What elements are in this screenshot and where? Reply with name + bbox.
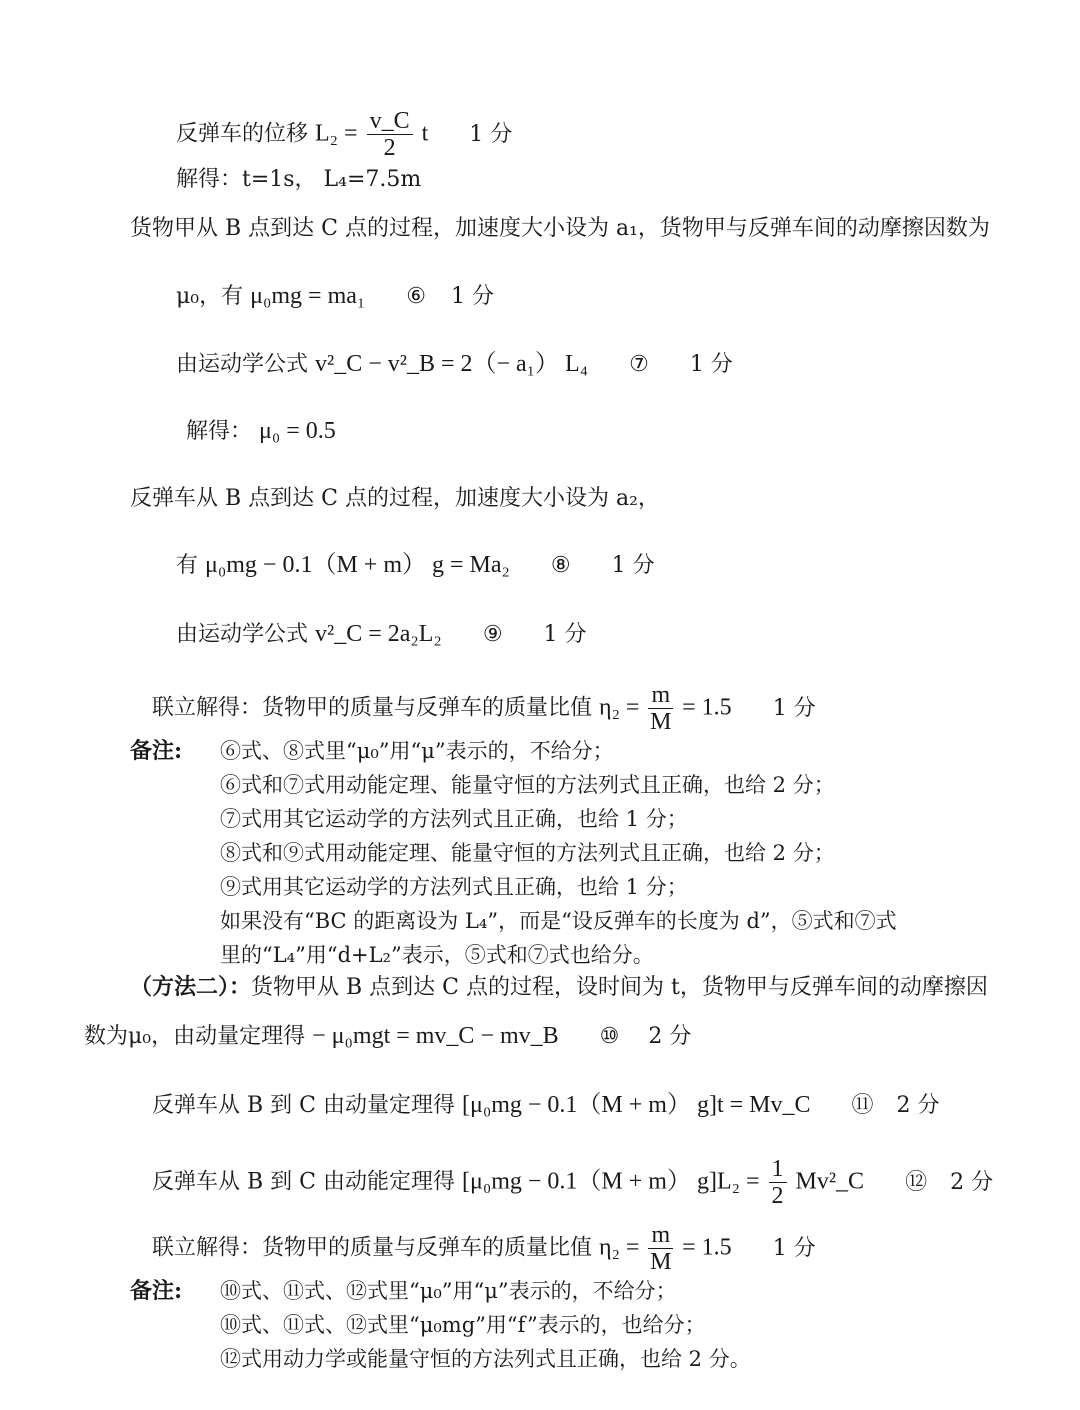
equation-marker: ⑨ [482,622,503,647]
equation-rhs: = 1.5 [682,694,732,721]
line-displacement [176,108,512,161]
equation-lhs: L₂ = [315,120,358,147]
fraction [769,1156,787,1209]
note-label: 备注: [130,1278,183,1304]
equation-marker: ⑦ [629,352,649,377]
equation: − μ₀mgt = mv_C − mv_B [312,1023,559,1049]
line-eq12 [152,1156,993,1209]
note-item: ⑩式、⑪式、⑫式里“μ₀”用“μ”表示的，不给分； [220,1279,677,1303]
line-eq6 [176,281,494,312]
line-text: 联立解得：货物甲的质量与反弹车的质量比值 [152,1235,593,1261]
line-text: 反弹车从 B 到 C 由动量定理得 [152,1093,455,1118]
line-text: 解得： [186,419,253,444]
score-label: 1 分 [469,121,513,147]
note-item: 里的“L₄”用“d+L₂”表示，⑤式和⑦式也给分。 [220,943,654,967]
equation: μ₀mg − 0.1（M + m） g = Ma₂ [205,552,510,578]
fraction-denominator: 2 [771,1183,784,1209]
line-eq8 [176,550,655,581]
equation-lhs: η₂ = [599,1234,640,1261]
note-item: ⑩式、⑪式、⑫式里“μ₀mg”用“f”表示的，也给分； [220,1313,706,1337]
equation: [μ₀mg − 0.1（M + m） g]t = Mv_C [461,1092,811,1118]
score-label: 2 分 [896,1093,940,1118]
equation: μ₀ = 0.5 [259,418,336,444]
equation: v²_C − v²_B = 2（− a₁） L₄ [315,351,589,377]
line-eq7 [176,349,733,380]
fraction-numerator: 1 [769,1156,787,1183]
line-process-a1: 货物甲从 B 点到达 C 点的过程，加速度大小设为 a₁，货物甲与反弹车间的动摩擦因数为 [130,216,990,241]
note-label: 备注: [130,738,183,764]
line-text: 有 [176,553,199,578]
score-label: 1 分 [450,284,494,309]
line-solution-time: 解得：t=1s， L₄=7.5m [176,167,422,192]
equation: [μ₀mg − 0.1（M + m） g]L₂ = [461,1168,760,1195]
note-item: 如果没有“BC 的距离设为 L₄”，而是“设反弹车的长度为 d”，⑤式和⑦式 [220,909,897,933]
equation-variable: t [421,120,429,147]
line-solution-mu0 [186,416,336,447]
score-label: 1 分 [543,622,587,647]
note-item: ⑥式、⑧式里“μ₀”用“μ”表示的，不给分； [220,739,614,763]
line-text: 联立解得：货物甲的质量与反弹车的质量比值 [152,695,593,721]
equation-marker: ⑫ [905,1169,928,1195]
line-text: 货物甲从 B 点到达 C 点的过程，设时间为 t，货物甲与反弹车间的动摩擦因 [251,975,988,1000]
note-item: ⑫式用动力学或能量守恒的方法列式且正确，也给 2 分。 [220,1347,751,1371]
fraction [367,108,413,161]
fraction-numerator: m [648,1222,673,1249]
line-text: 数为μ₀，由动量定理得 [84,1024,306,1049]
note-item: ⑥式和⑦式用动能定理、能量守恒的方法列式且正确，也给 2 分； [220,773,835,797]
score-label: 2 分 [648,1024,692,1049]
equation-lhs: η₂ = [599,694,640,721]
score-label: 1 分 [611,553,655,578]
note-item: ⑨式用其它运动学的方法列式且正确，也给 1 分； [220,875,688,899]
note-item: ⑦式用其它运动学的方法列式且正确，也给 1 分； [220,807,688,831]
score-label: 1 分 [772,1235,816,1261]
note-item: ⑧式和⑨式用动能定理、能量守恒的方法列式且正确，也给 2 分； [220,841,835,865]
line-mass-ratio-2 [152,1222,816,1275]
line-text: 反弹车的位移 [176,121,309,147]
line-text: 反弹车从 B 到 C 由动能定理得 [152,1169,455,1195]
equation-marker: ⑥ [406,284,426,309]
line-text: 由运动学公式 [176,622,309,647]
fraction [648,1222,673,1275]
fraction-denominator: M [650,1249,672,1275]
equation-marker: ⑧ [550,553,571,578]
equation-tail: Mv²_C [795,1168,865,1195]
score-label: 1 分 [772,695,816,721]
fraction [648,682,673,735]
line-method-two [130,972,988,1003]
line-mass-ratio [152,682,816,735]
method-label: （方法二）： [130,974,252,1000]
score-label: 1 分 [689,352,733,377]
fraction-denominator: 2 [383,135,396,161]
line-text: 由运动学公式 [176,352,309,377]
score-label: 2 分 [950,1169,994,1195]
equation-marker: ⑪ [851,1093,874,1118]
fraction-numerator: m [648,682,673,709]
line-process-a2: 反弹车从 B 点到达 C 点的过程，加速度大小设为 a₂， [130,486,660,511]
fraction-denominator: M [650,709,672,735]
equation-marker: ⑩ [599,1024,620,1049]
line-eq11 [152,1090,940,1121]
fraction-numerator: v_C [367,108,413,135]
line-text: μ₀，有 [176,284,244,309]
equation-rhs: = 1.5 [682,1234,732,1261]
line-eq9 [176,619,587,650]
equation: v²_C = 2a₂L₂ [315,621,442,647]
equation: μ₀mg = ma₁ [250,283,366,309]
line-eq10 [84,1021,691,1052]
